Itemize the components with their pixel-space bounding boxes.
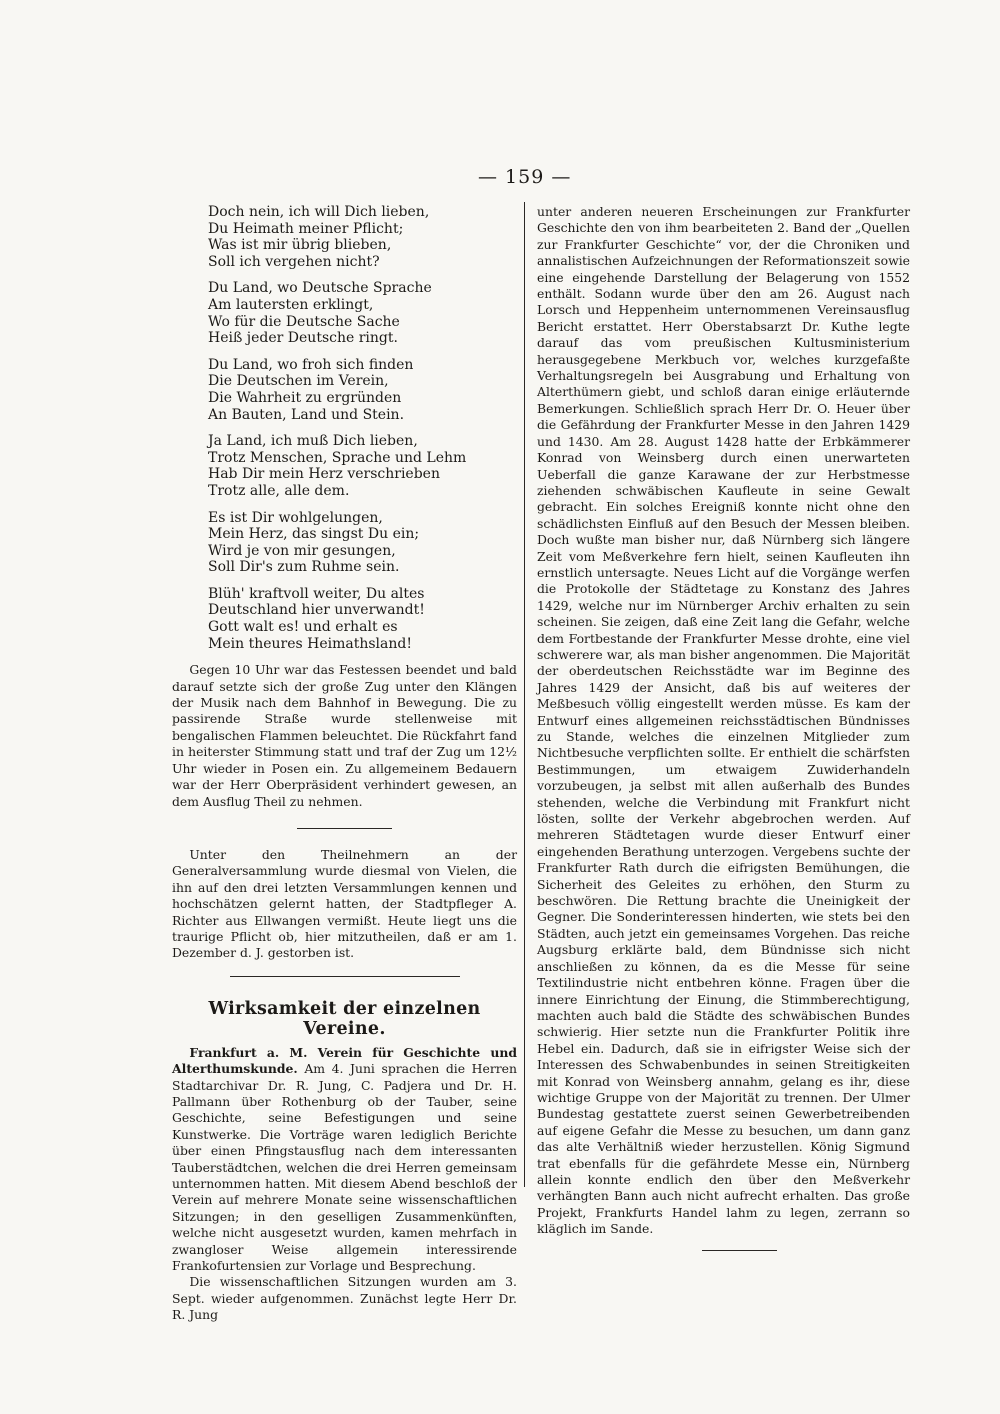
paragraph-frankfurt-2: Die wissenschaftlichen Sitzungen wurden am 3. Sept. wieder aufgenommen. Zunächst legte Herr Dr. R. Jung (172, 1274, 517, 1323)
paragraph-frankfurt (172, 1045, 517, 1275)
divider-short (297, 828, 392, 829)
right-column (537, 204, 910, 1251)
poem-stanza (208, 510, 517, 576)
poem-line: Trotz alle, alle dem. (208, 482, 350, 499)
poem-line: Es ist Dir wohlgelungen, (208, 509, 383, 526)
poem-line: Doch nein, ich will Dich lieben, (208, 204, 430, 220)
frankfurt-heading: Frankfurt a. M. Verein für Geschichte und Alterthumskunde. (172, 1044, 517, 1077)
poem-line: Du Land, wo froh sich finden (208, 356, 414, 373)
section-heading: Wirksamkeit der einzelnen Vereine. (208, 998, 481, 1039)
poem-line: Soll Dir's zum Ruhme sein. (208, 559, 400, 576)
poem-stanza (208, 357, 517, 423)
poem-stanza (208, 280, 517, 346)
poem-line: Gott walt es! und erhalt es (208, 619, 398, 636)
poem-line: Die Wahrheit zu ergründen (208, 389, 402, 406)
divider-long (230, 976, 460, 977)
poem-stanza (208, 204, 517, 270)
poem-line: Mein theures Heimathsland! (208, 635, 412, 652)
column-rule (524, 202, 525, 1187)
left-column (172, 204, 517, 1324)
poem-line: Du Land, wo Deutsche Sprache (208, 280, 432, 297)
paragraph-right: unter anderen neueren Erscheinungen zur Frankfurter Geschichte den von ihm bearbeiteten 2. Band der „Quellen zur Frankfurter Geschichte“ vor, der die Chroniken und annalistischen Aufzeichnungen der Reformationszeit sowie eine eingehende Darstellung der Belagerung von 1552 enthält. Sodann wurde über den am 26. August nach Lorsch und Heppenheim unternommenen Vereinsausflug Bericht erstattet. Herr Oberstabsarzt Dr. Kuthe legte darauf das vom preußischen Kultusministerium herausgegebene Merkbuch vor, welches kurzgefaßte Verhaltungsregeln bei Ausgrabung und Erhaltung von Alterthümern giebt, und schloß daran einige erläuternde Bemerkungen. Schließlich sprach Herr Dr. O. Heuer über die Gefährdung der Frankfurter Messe in den Jahren 1429 und 1430. Am 28. August 1428 hatte der Erbkämmerer Konrad von Weinsberg durch einen unerwarteten Ueberfall die ganze Karawane der zur Herbstmesse ziehenden schwäbischen Kaufleute in seine Gewalt gebracht. Ein solches Ereigniß konnte nicht ohne den schädlichsten Einfluß auf den Besuch der Messen bleiben. Doch wußte man bisher nur, daß Nürnberg sich längere Zeit vom Meßverkehre fern hielt, seinen Kaufleuten ihn ernstlich untersagte. Neues Licht auf die Vorgänge werfen die Protokolle der Städtetage zu Konstanz des Jahres 1429, welche nur im Nürnberger Archiv erhalten zu sein scheinen. Sie zeigen, daß eine Zeit lang die Gefahr, welche dem Fortbestande der Frankfurter Messe drohte, eine viel schwerere war, als man bisher angenommen. Die Majorität der oberdeutschen Reichsstädte war im Beginne des Jahres 1429 der Ansicht, daß bis auf weiteres der Meßbesuch völlig eingestellt werden müsse. Es kam der Entwurf eines allgemeinen reichsstädtischen Bündnisses zu Stande, welches die einzelnen Mitglieder zum Nichtbesuche verpflichten sollte. Er enthielt die schärfsten Bestimmungen, um etwaigem Zuwiderhandeln vorzubeugen, ja selbst mit allen außerhalb des Bundes stehenden, welche die Verbindung mit Frankfurt nicht lösten, sollte der Verkehr abgebrochen werden. Auf mehreren Städtetagen wurde dieser Entwurf einer eingehenden Berathung unterzogen. Vergebens suchte der Frankfurter Rath durch die eifrigsten Bemühungen, die Sicherheit des Geleites zu erhöhen, den Sturm zu beschwören. Die Rettung brachte die Uneinigkeit der Gegner. Die Sonderinteressen hinderten, wie stets bei den Städten, auch jetzt ein gemeinsames Vorgehen. Das reiche Augsburg erklärte bald, dem Bündnisse sich nicht anschließen zu können, da es die Messe für seine Textilindustrie nicht entbehren könne. Fragen über die innere Einrichtung der Einung, die Stimmberechtigung, machten auch bald die Städte des schwäbischen Bundes schwierig. Hier setzte nun die Frankfurter Politik ihre Hebel ein. Dadurch, daß sie in eifrigster Weise sich der Interessen des Schwabenbundes in seinen Streitigkeiten mit Konrad von Weinsberg annahm, gelang es ihr, diese wichtige Gruppe von der Majorität zu trennen. Der Ulmer Bundestag gestattete zuerst seinen Gewerbetreibenden auf eigene Gefahr die Messe zu besuchen, um dann ganz das alte Verhältniß wieder herzustellen. König Sigmund trat ebenfalls für die gefährdete Messe ein, Nürnberg allein konnte endlich den über den Meßverkehr verhängten Bann auch nicht aufrecht erhalten. Das große Projekt, Frankfurts Handel lahm zu legen, zerrann so kläglich im Sande. (537, 204, 910, 1237)
poem-line: Trotz Menschen, Sprache und Lehm (208, 449, 467, 466)
poem-line: Was ist mir übrig blieben, (208, 237, 392, 254)
poem-line: Die Deutschen im Verein, (208, 373, 389, 390)
poem-line: Soll ich vergehen nicht? (208, 253, 380, 270)
poem-stanza (208, 586, 517, 652)
poem-line: Wird je von mir gesungen, (208, 542, 396, 559)
poem-line: Blüh' kraftvoll weiter, Du altes (208, 585, 425, 602)
paragraph-festessen: Gegen 10 Uhr war das Festessen beendet und bald darauf setzte sich der große Zug unter den Klängen der Musik nach dem Bahnhof in Bewegung. Die zu passirende Straße wurde stellenweise mit bengalischen Flammen beleuchtet. Die Rückfahrt fand in heiterster Stimmung statt und traf der Zug um 12½ Uhr wieder in Posen ein. Zu allgemeinem Bedauern war der Herr Oberpräsident verhindert gewesen, an dem Ausflug Theil zu nehmen. (172, 662, 517, 809)
poem-line: Wo für die Deutsche Sache (208, 313, 400, 330)
poem-line: Am lautersten erklingt, (208, 296, 374, 313)
poem-line: Hab Dir mein Herz verschrieben (208, 466, 440, 483)
poem-stanza (208, 433, 517, 499)
poem (172, 204, 517, 652)
poem-line: Du Heimath meiner Pflicht; (208, 220, 404, 237)
poem-line: Heiß jeder Deutsche ringt. (208, 330, 398, 347)
poem-line: Mein Herz, das singst Du ein; (208, 526, 420, 543)
divider-right (702, 1250, 777, 1251)
poem-line: Deutschland hier unverwandt! (208, 602, 425, 619)
frankfurt-text-1: Am 4. Juni sprachen die Herren Stadtarchivar Dr. R. Jung, C. Padjera und Dr. H. Pallmann über Rothenburg ob der Tauber, seine Geschichte, seine Befestigungen und seine Kunstwerke. Die Vorträge waren lediglich Berichte über einen Pfingstausflug nach dem interessanten Tauberstädtchen, welchen die drei Herren gemeinsam unternommen hatten. Mit diesem Abend beschloß der Verein auf mehrere Monate seine wissenschaftlichen Sitzungen; in den geselligen Zusammenkünften, welche nicht ausgesetzt wurden, kamen mehrfach in zwangloser Weise allgemein interessirende Frankofurtensien zur Vorlage und Besprechung. (172, 1061, 517, 1274)
paragraph-richter: Unter den Theilnehmern an der Generalversammlung wurde diesmal von Vielen, die ihn auf den drei letzten Versammlungen kennen und hochschätzen gelernt hatten, der Stadtpfleger A. Richter aus Ellwangen vermißt. Heute liegt uns die traurige Pflicht ob, hier mitzutheilen, daß er am 1. Dezember d. J. gestorben ist. (172, 846, 517, 961)
poem-line: Ja Land, ich muß Dich lieben, (208, 433, 418, 450)
page-number: — 159 — (478, 166, 572, 188)
prose-left (172, 662, 517, 1323)
poem-line: An Bauten, Land und Stein. (208, 406, 405, 423)
